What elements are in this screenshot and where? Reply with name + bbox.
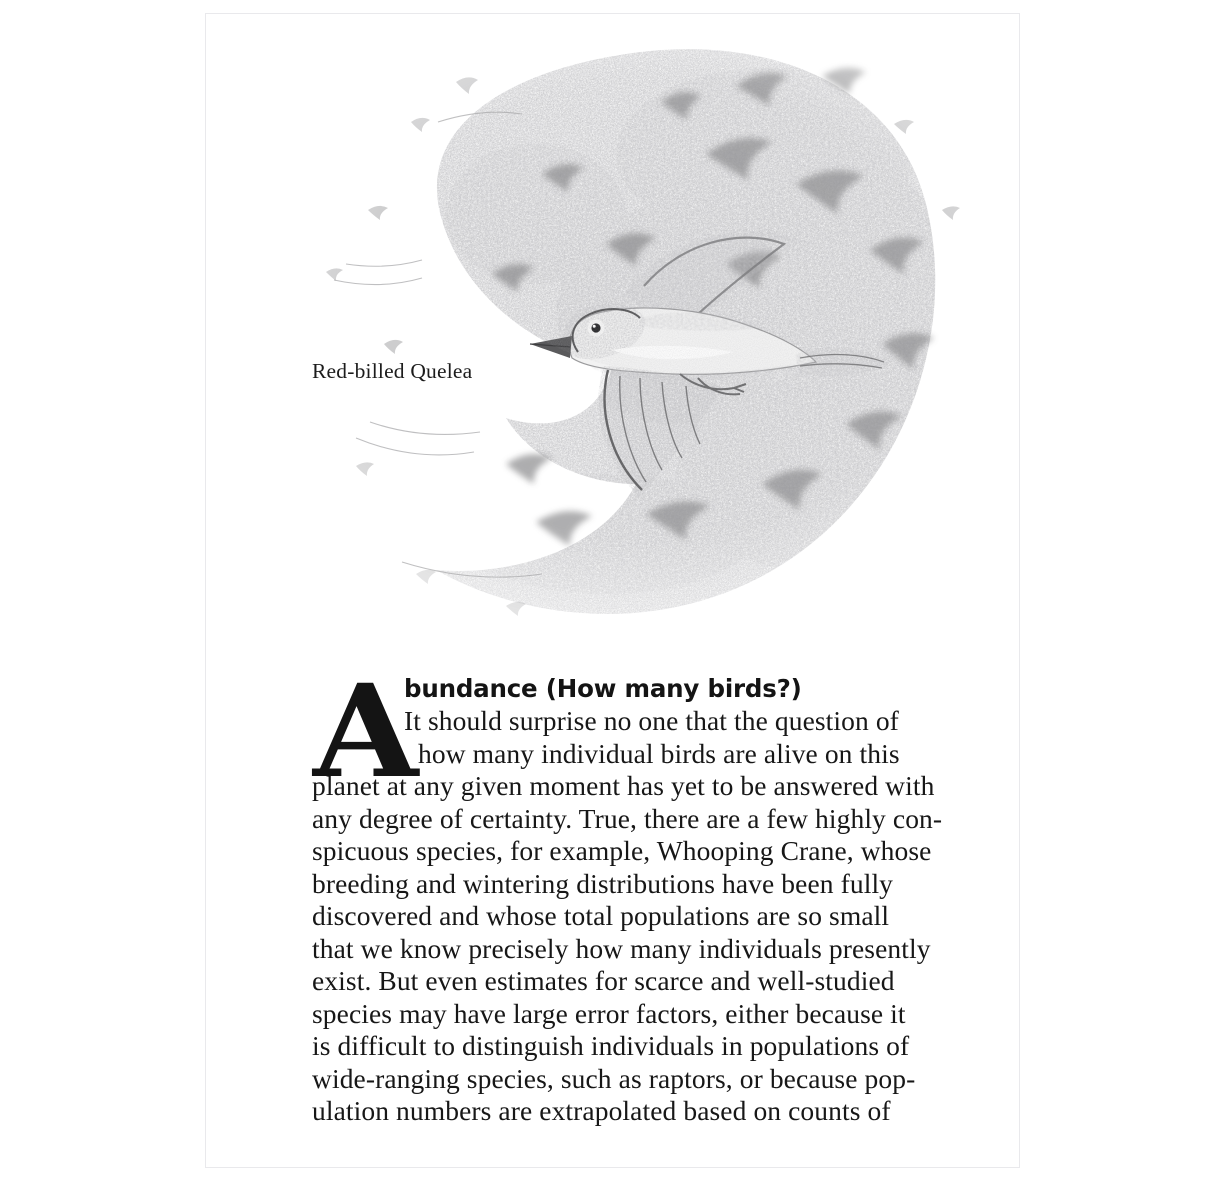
body-line: breeding and wintering distributions have been fully [312,867,894,899]
body-line: any degree of certainty. True, there are a few highly con- [312,802,943,834]
body-line: spicuous species, for example, Whooping Crane, whose [312,835,932,866]
body-line: planet at any given moment has yet to be answered with [312,770,935,801]
body-line: It should surprise no one that the question of [404,705,899,736]
body-line: ulation numbers are extrapolated based on counts of [312,1095,891,1126]
body-line: exist. But even estimates for scarce and well-studied [312,965,895,996]
section-heading: bundance (How many birds?) [404,674,802,703]
illustration-caption: Red-billed Quelea [312,359,473,383]
body-line: discovered and whose total populations are so small [312,900,890,931]
body-line: that we know precisely how many individuals presently [312,932,931,964]
body-line: is difficult to distinguish individuals in populations of [312,1030,910,1061]
book-page [205,13,1020,1168]
body-line: how many individual birds are alive on this [418,737,900,769]
body-line: species may have large error factors, either because it [312,997,906,1029]
drop-cap: A [313,657,417,807]
quelea-illustration [206,14,1020,654]
body-line: wide-ranging species, such as raptors, or because pop- [312,1062,916,1094]
article-text [312,657,949,1128]
